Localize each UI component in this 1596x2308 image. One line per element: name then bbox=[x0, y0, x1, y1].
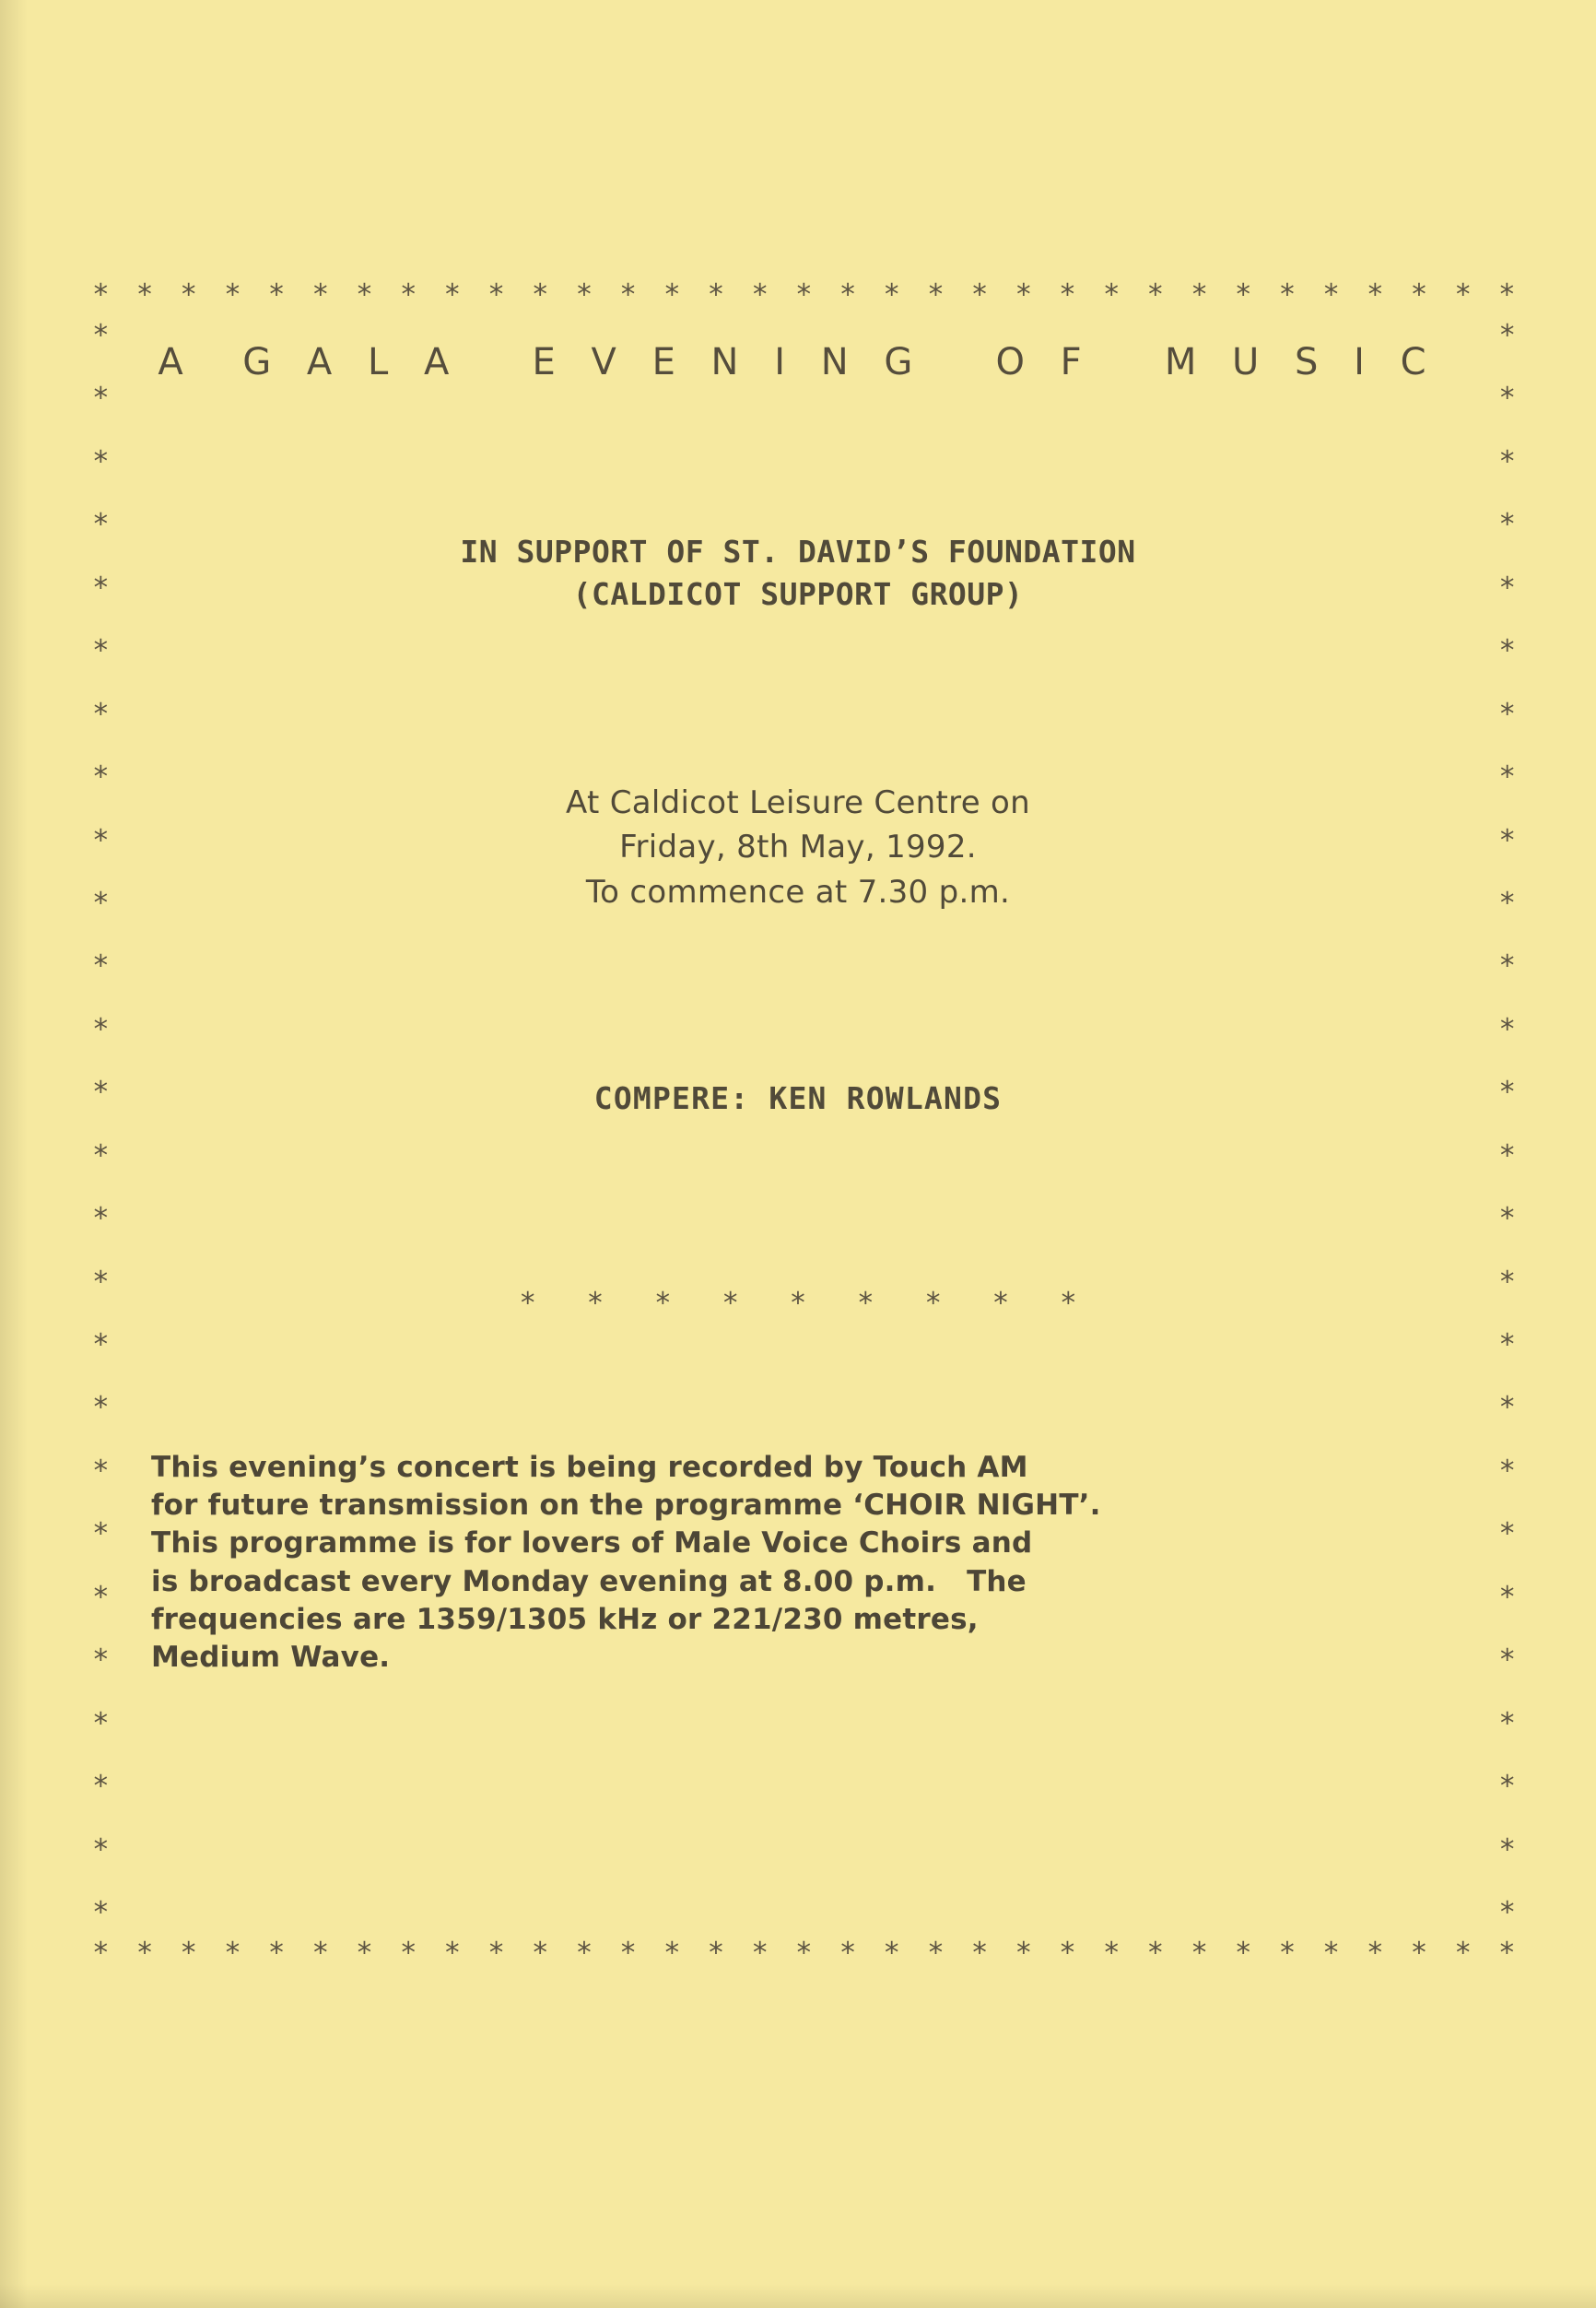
star-glyph: * bbox=[1498, 697, 1516, 731]
star-glyph: * bbox=[1498, 508, 1516, 542]
star-glyph: * bbox=[92, 760, 110, 795]
star-glyph: * bbox=[531, 1937, 549, 1970]
star-glyph: * bbox=[1498, 1770, 1516, 1804]
star-glyph: * bbox=[1059, 1937, 1076, 1970]
star-border-bottom bbox=[92, 1939, 1516, 1968]
star-glyph: * bbox=[180, 278, 198, 312]
star-glyph: * bbox=[1278, 1937, 1297, 1970]
star-glyph: * bbox=[1366, 1937, 1384, 1970]
star-glyph: * bbox=[92, 1012, 110, 1046]
star-glyph: * bbox=[135, 278, 154, 312]
broadcast-note-line-1: This evening’s concert is being recorded by Touch AM bbox=[151, 1450, 1028, 1484]
star-glyph: * bbox=[92, 571, 110, 605]
star-glyph: * bbox=[1102, 1937, 1121, 1970]
star-glyph: * bbox=[1498, 1937, 1516, 1970]
star-glyph: * bbox=[356, 278, 373, 312]
star-glyph: * bbox=[663, 1937, 681, 1970]
compere-line: COMPERE: KEN ROWLANDS bbox=[593, 1079, 1003, 1116]
star-glyph: * bbox=[1498, 319, 1516, 352]
star-glyph: * bbox=[356, 1937, 373, 1970]
star-glyph: * bbox=[575, 1937, 593, 1970]
star-glyph: * bbox=[531, 278, 549, 312]
star-glyph: * bbox=[92, 1138, 110, 1172]
star-glyph: * bbox=[92, 1076, 110, 1110]
star-glyph: * bbox=[1498, 1138, 1516, 1172]
star-glyph: * bbox=[1015, 278, 1033, 312]
star-glyph: * bbox=[1322, 278, 1340, 312]
cover-content bbox=[138, 295, 1458, 1677]
star-glyph: * bbox=[1366, 278, 1384, 312]
star-glyph: * bbox=[92, 278, 110, 312]
page-title: A G A L A E V E N I N G O F M U S I C bbox=[158, 341, 1438, 383]
star-glyph: * bbox=[1498, 1643, 1516, 1678]
star-border-right bbox=[1498, 319, 1516, 1929]
star-glyph: * bbox=[1498, 444, 1516, 478]
star-glyph: * bbox=[92, 382, 110, 416]
star-glyph: * bbox=[1498, 1832, 1516, 1866]
star-glyph: * bbox=[399, 1937, 417, 1970]
venue-block bbox=[138, 781, 1458, 914]
star-glyph: * bbox=[1322, 1937, 1340, 1970]
star-glyph: * bbox=[707, 1937, 725, 1970]
star-glyph: * bbox=[1191, 278, 1208, 312]
broadcast-note bbox=[138, 1449, 1458, 1677]
star-glyph: * bbox=[267, 1937, 286, 1970]
star-glyph: * bbox=[92, 1328, 110, 1361]
star-glyph: * bbox=[1498, 1012, 1516, 1046]
star-glyph: * bbox=[267, 278, 286, 312]
star-glyph: * bbox=[795, 278, 813, 312]
star-glyph: * bbox=[1498, 278, 1516, 312]
star-glyph: * bbox=[92, 1832, 110, 1866]
star-glyph: * bbox=[487, 278, 505, 312]
star-glyph: * bbox=[92, 1643, 110, 1678]
star-glyph: * bbox=[311, 278, 330, 312]
star-glyph: * bbox=[751, 1937, 769, 1970]
star-glyph: * bbox=[1498, 1265, 1516, 1299]
star-glyph: * bbox=[1498, 571, 1516, 605]
star-glyph: * bbox=[1498, 886, 1516, 920]
star-glyph: * bbox=[1191, 1937, 1208, 1970]
star-glyph: * bbox=[224, 278, 241, 312]
star-glyph: * bbox=[839, 278, 857, 312]
star-glyph: * bbox=[927, 1937, 945, 1970]
star-glyph: * bbox=[92, 949, 110, 983]
star-glyph: * bbox=[92, 1202, 110, 1236]
star-glyph: * bbox=[1498, 634, 1516, 668]
star-glyph: * bbox=[92, 319, 110, 352]
star-glyph: * bbox=[1498, 1328, 1516, 1361]
star-glyph: * bbox=[795, 1937, 813, 1970]
star-glyph: * bbox=[970, 278, 989, 312]
star-glyph: * bbox=[1454, 278, 1472, 312]
star-glyph: * bbox=[92, 1937, 110, 1970]
star-glyph: * bbox=[575, 278, 593, 312]
star-glyph: * bbox=[92, 1265, 110, 1299]
star-glyph: * bbox=[92, 1454, 110, 1488]
star-glyph: * bbox=[1146, 1937, 1165, 1970]
broadcast-note-line-2: for future transmission on the programme ‘CHOIR NIGHT’. bbox=[151, 1489, 1101, 1523]
star-glyph: * bbox=[92, 1517, 110, 1551]
star-glyph: * bbox=[1059, 278, 1076, 312]
star-glyph: * bbox=[1498, 1391, 1516, 1425]
star-glyph: * bbox=[1278, 278, 1297, 312]
star-glyph: * bbox=[135, 1937, 154, 1970]
star-glyph: * bbox=[1146, 278, 1165, 312]
star-glyph: * bbox=[443, 278, 462, 312]
star-glyph: * bbox=[487, 1937, 505, 1970]
star-glyph: * bbox=[92, 1770, 110, 1804]
broadcast-note-line-4: is broadcast every Monday evening at 8.00 p.m. The bbox=[151, 1564, 1027, 1598]
star-glyph: * bbox=[1498, 1706, 1516, 1740]
star-glyph: * bbox=[707, 278, 725, 312]
star-glyph: * bbox=[927, 278, 945, 312]
star-glyph: * bbox=[751, 278, 769, 312]
star-glyph: * bbox=[92, 1580, 110, 1614]
star-glyph: * bbox=[1498, 382, 1516, 416]
star-glyph: * bbox=[180, 1937, 198, 1970]
support-block bbox=[138, 531, 1458, 615]
venue-line-2: Friday, 8th May, 1992. bbox=[619, 829, 977, 866]
star-glyph: * bbox=[1498, 949, 1516, 983]
star-glyph: * bbox=[1498, 1580, 1516, 1614]
star-glyph: * bbox=[224, 1937, 241, 1970]
star-glyph: * bbox=[883, 278, 901, 312]
star-glyph: * bbox=[970, 1937, 989, 1970]
star-glyph: * bbox=[619, 278, 637, 312]
star-glyph: * bbox=[1410, 1937, 1428, 1970]
star-glyph: * bbox=[92, 1895, 110, 1929]
broadcast-note-line-6: Medium Wave. bbox=[151, 1640, 391, 1674]
star-glyph: * bbox=[92, 823, 110, 857]
venue-line-3: To commence at 7.30 p.m. bbox=[585, 873, 1011, 911]
star-glyph: * bbox=[1102, 278, 1121, 312]
star-glyph: * bbox=[92, 444, 110, 478]
star-border-left bbox=[92, 319, 110, 1929]
star-glyph: * bbox=[92, 634, 110, 668]
star-glyph: * bbox=[1498, 760, 1516, 795]
star-glyph: * bbox=[1498, 1076, 1516, 1110]
broadcast-note-line-5: frequencies are 1359/1305 kHz or 221/230 metres, bbox=[151, 1602, 979, 1636]
star-glyph: * bbox=[92, 1391, 110, 1425]
star-glyph: * bbox=[663, 278, 681, 312]
star-glyph: * bbox=[1410, 278, 1428, 312]
star-glyph: * bbox=[92, 508, 110, 542]
star-glyph: * bbox=[1498, 1895, 1516, 1929]
support-line-1: IN SUPPORT OF ST. DAVID’S FOUNDATION bbox=[460, 534, 1136, 570]
star-glyph: * bbox=[311, 1937, 330, 1970]
star-glyph: * bbox=[1015, 1937, 1033, 1970]
star-glyph: * bbox=[619, 1937, 637, 1970]
star-glyph: * bbox=[1454, 1937, 1472, 1970]
star-glyph: * bbox=[1498, 1202, 1516, 1236]
star-glyph: * bbox=[92, 1706, 110, 1740]
star-glyph: * bbox=[443, 1937, 462, 1970]
star-divider: * * * * * * * * * bbox=[519, 1286, 1094, 1320]
star-glyph: * bbox=[399, 278, 417, 312]
star-glyph: * bbox=[1498, 1517, 1516, 1551]
broadcast-note-line-3: This programme is for lovers of Male Voice Choirs and bbox=[151, 1526, 1033, 1560]
star-glyph: * bbox=[1498, 823, 1516, 857]
venue-line-1: At Caldicot Leisure Centre on bbox=[566, 784, 1030, 822]
star-glyph: * bbox=[1234, 1937, 1252, 1970]
star-glyph: * bbox=[883, 1937, 901, 1970]
star-glyph: * bbox=[1498, 1454, 1516, 1488]
star-glyph: * bbox=[1234, 278, 1252, 312]
star-glyph: * bbox=[92, 697, 110, 731]
star-glyph: * bbox=[92, 886, 110, 920]
star-glyph: * bbox=[839, 1937, 857, 1970]
support-line-2: (CALDICOT SUPPORT GROUP) bbox=[572, 575, 1024, 612]
